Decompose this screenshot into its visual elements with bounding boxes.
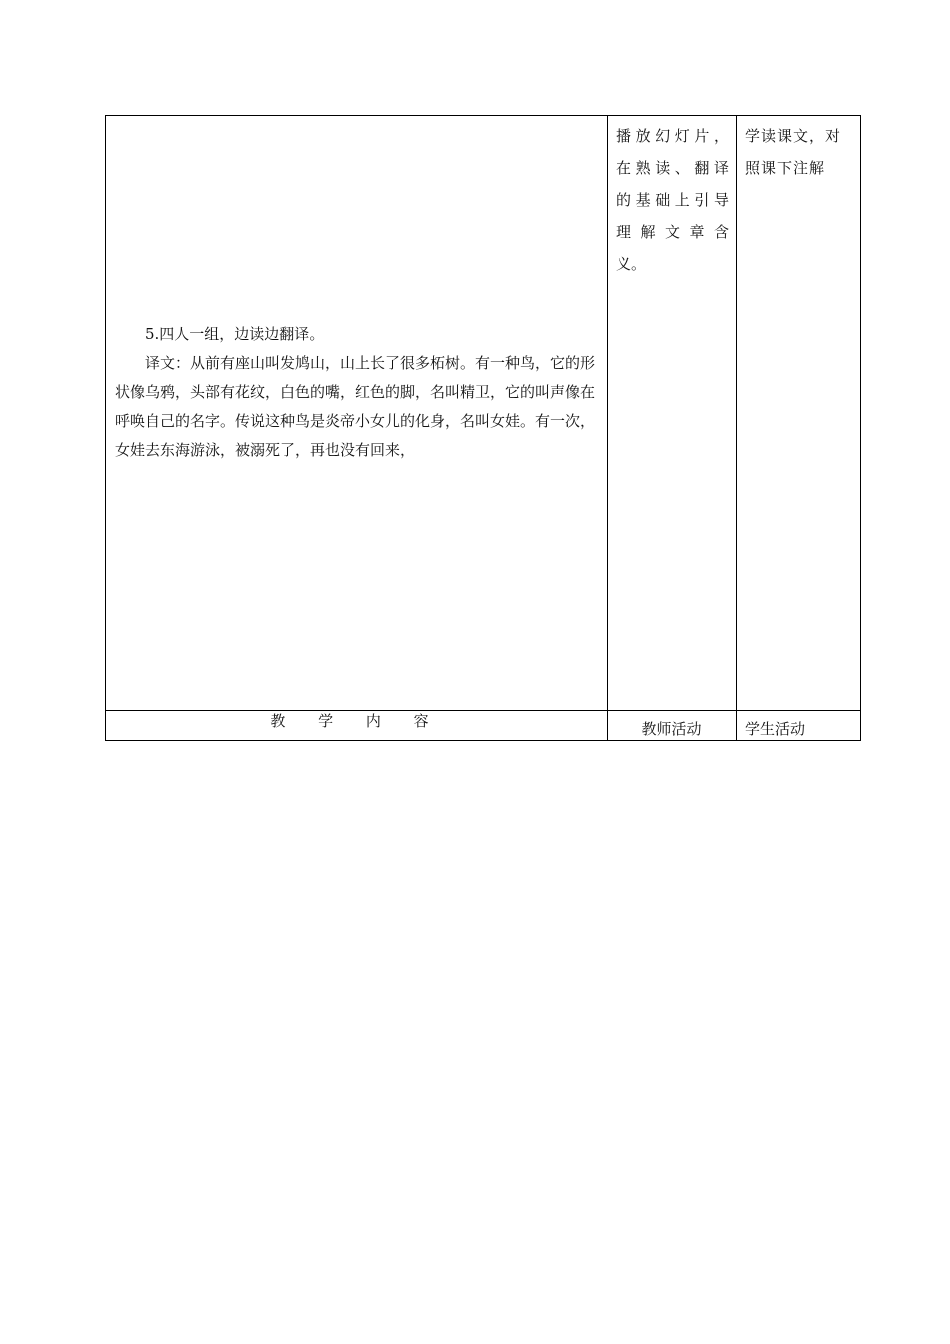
teacher-activity-line: 义。 — [616, 255, 647, 273]
student-activity-line: 学读课文，对 — [745, 127, 842, 145]
student-activity-line: 照课下注解 — [745, 159, 826, 177]
translation-paragraph: 译文：从前有座山叫发鸠山，山上长了很多柘树。有一种鸟，它的形状像乌鸦，头部有花纹，白色的嘴，红色的脚，名叫精卫，它的叫声像在呼唤自己的名字。传说这种鸟是炎帝小女儿的化身，名叫女娃。有一次，女娃去东海游泳，被溺死了，再也没有回来， — [115, 354, 596, 459]
teacher-activity-line: 在熟读、翻译 — [616, 159, 729, 177]
step-instruction: 5.四人一组，边读边翻译。 — [145, 325, 325, 343]
teaching-content-cell — [106, 116, 607, 710]
teaching-content-header: 教 学 内 容 — [270, 712, 443, 730]
lesson-plan-table — [105, 115, 861, 741]
student-activity-cell — [736, 116, 862, 710]
teacher-activity-header: 教师活动 — [641, 720, 702, 738]
teacher-activity-cell — [607, 116, 736, 710]
teacher-activity-line: 理解文章含 — [616, 223, 729, 241]
teaching-content-text — [115, 320, 599, 465]
student-activity-header: 学生活动 — [745, 720, 806, 738]
teacher-activity-line: 播放幻灯片， — [616, 127, 729, 145]
teacher-activity-line: 的基础上引导 — [616, 191, 729, 209]
